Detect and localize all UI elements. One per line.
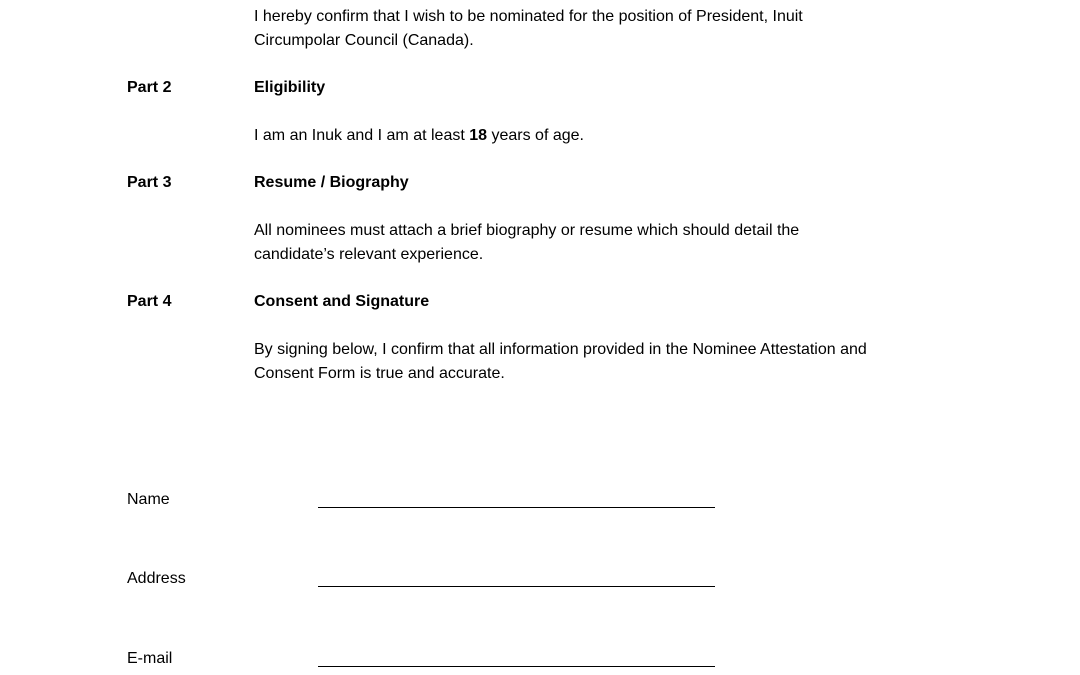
part-4-body-line-2: Consent Form is true and accurate. [254, 365, 505, 382]
part-4-body-line-1: By signing below, I confirm that all information provided in the Nominee Attestation and [254, 341, 867, 358]
intro-line-1: I hereby confirm that I wish to be nominated for the position of President, Inuit [254, 8, 803, 25]
part-4-label: Part 4 [127, 293, 172, 310]
part-3-body-line-2: candidate’s relevant experience. [254, 246, 484, 263]
part-3-title: Resume / Biography [254, 174, 409, 191]
email-label: E-mail [127, 650, 173, 667]
name-field-line[interactable] [318, 507, 715, 508]
email-field-line[interactable] [318, 666, 715, 667]
address-field-line[interactable] [318, 586, 715, 587]
address-label: Address [127, 570, 186, 587]
part-2-label: Part 2 [127, 79, 172, 96]
part-2-body [254, 124, 584, 148]
part-2-body-post: years of age. [487, 127, 584, 144]
part-3-body-line-1: All nominees must attach a brief biography or resume which should detail the [254, 222, 800, 239]
part-2-title: Eligibility [254, 79, 326, 96]
part-2-body-age: 18 [469, 127, 488, 144]
part-2-body-pre: I am an Inuk and I am at least [254, 127, 470, 144]
part-4-title: Consent and Signature [254, 293, 430, 310]
intro-line-2: Circumpolar Council (Canada). [254, 32, 474, 49]
part-3-label: Part 3 [127, 174, 172, 191]
name-label: Name [127, 491, 170, 508]
